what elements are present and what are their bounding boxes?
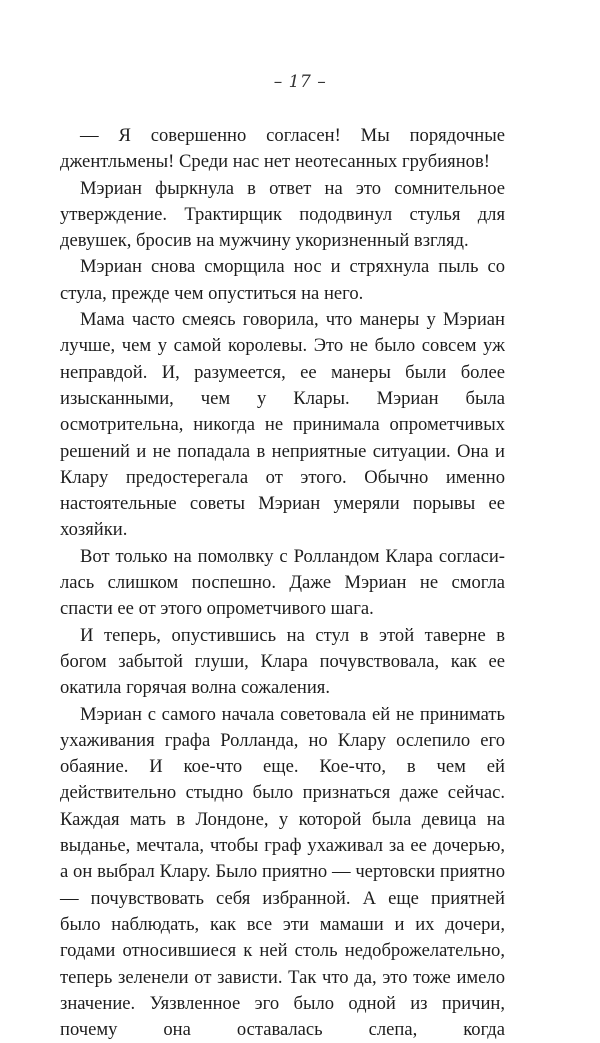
body-text	[60, 123, 505, 1043]
paragraph: Мэриан с самого начала советовала ей не принимать ухаживания графа Ролланда, но Клару ослепило его обаяние. И кое-что еще. Кое-что, в чем ей действительно стыдно было признаться даже сейчас. Каждая мать в Лондоне, у которой была девица на выданье, мечтала, чтобы граф ухаживал за ее дочерью, а он выбрал Клару. Было приятно — чертовски приятно — почувствовать себя избранной. А еще приятней было наблюдать, как все эти мамаши и их дочери, годами относившиеся к ней столь недоброжелательно, теперь зеленели от зависти. Так что да, это тоже имело значение. Уязвленное эго было одной из причин, почему она оставалась слепа, когда	[60, 703, 505, 1041]
paragraph: Мэриан фыркнула в ответ на это сомнительное утверждение. Трактирщик пододвинул стулья для девушек, бросив на мужчину укоризненный взгляд.	[60, 177, 505, 252]
paragraph: Мама часто смеясь говорила, что манеры у Мэриан лучше, чем у самой королевы. Это не было совсем уж неправдой. И, разумеется, ее манеры были более изысканными, чем у Клары. Мэриан была осмотрительна, никогда не принимала опрометчивых решений и не попадала в неприятные ситуации. Она и Клару предостерегала от этого. Обычно именно настоятельные советы Мэриан умеряли порывы ее хозяйки.	[60, 309, 505, 541]
paragraph: Мэриан снова сморщила нос и стряхнула пыль со стула, прежде чем опуститься на него.	[60, 256, 505, 304]
paragraph: Вот только на помолвку с Ролландом Клара согласилась слишком поспешно. Даже Мэриан не смогла спасти ее от этого опрометчивого шага.	[60, 545, 505, 620]
paragraph: И теперь, опустившись на стул в этой таверне в богом забытой глуши, Клара почувствовала, как ее окатила горячая волна сожаления.	[60, 624, 505, 699]
page-number: – 17 –	[273, 72, 327, 92]
paragraph: — Я совершенно согласен! Мы порядочные джентльмены! Среди нас нет неотесанных грубиянов!	[60, 125, 505, 173]
